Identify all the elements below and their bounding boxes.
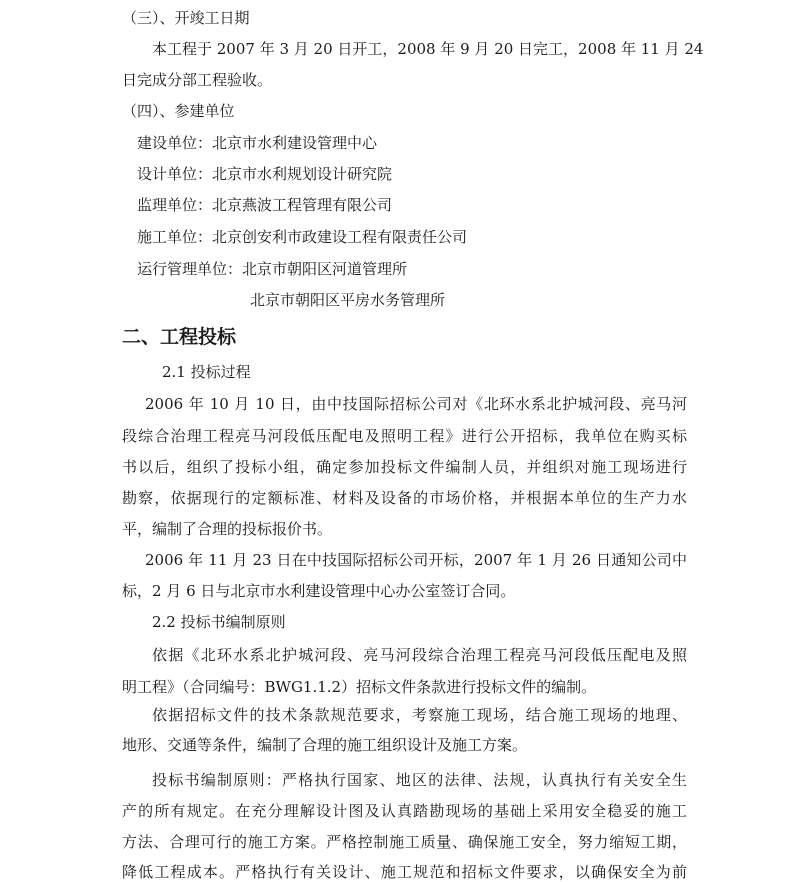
chapter-title: 二、工程投标 <box>122 326 237 348</box>
paragraph-line: 降低工程成本。严格执行有关设计、施工规范和招标文件要求，以确保安全为前 <box>122 863 687 881</box>
paragraph-line: 方法、合理可行的施工方案。严格控制施工质量、确保施工安全，努力缩短工期， <box>122 833 687 851</box>
paragraph-line: 书以后，组织了投标小组，确定参加投标文件编制人员，并组织对施工现场进行 <box>122 458 687 476</box>
subsection-title: 2.1 投标过程 <box>162 363 251 381</box>
paragraph-line: 日完成分部工程验收。 <box>122 71 273 89</box>
paragraph-line: 地形、交通等条件，编制了合理的施工组织设计及施工方案。 <box>122 736 528 754</box>
unit-line-supervision: 监理单位：北京燕波工程管理有限公司 <box>137 196 393 214</box>
paragraph-line: 2006 年 10 月 10 日，由中技国际招标公司对《北环水系北护城河段、亮马河 <box>145 395 687 413</box>
subsection-title: 2.2 投标书编制原则 <box>152 613 286 631</box>
unit-line-design: 设计单位：北京市水利规划设计研究院 <box>137 165 393 183</box>
paragraph-line: 依据《北环水系北护城河段、亮马河段综合治理工程亮马河段低压配电及照 <box>152 646 687 664</box>
section-heading-dates: （三）、开竣工日期 <box>122 9 250 27</box>
paragraph-line: 明工程》（合同编号：BWG1.1.2）招标文件条款进行投标文件的编制。 <box>122 678 597 696</box>
unit-line-operation-2: 北京市朝阳区平房水务管理所 <box>250 291 446 309</box>
paragraph-line: 平，编制了合理的投标报价书。 <box>122 520 333 538</box>
paragraph-line: 2006 年 11 月 23 日在中技国际招标公司开标，2007 年 1 月 26 日通知公司中 <box>145 551 687 569</box>
unit-line-operation: 运行管理单位：北京市朝阳区河道管理所 <box>137 260 408 278</box>
paragraph-line: 产的所有规定。在充分理解设计图及认真踏勘现场的基础上采用安全稳妥的施工 <box>122 802 687 820</box>
unit-line-contractor: 施工单位：北京创安利市政建设工程有限责任公司 <box>137 228 468 246</box>
paragraph-line: 段综合治理工程亮马河段低压配电及照明工程》进行公开招标，我单位在购买标 <box>122 427 687 445</box>
paragraph-line: 依据招标文件的技术条款规范要求，考察施工现场，结合施工现场的地理、 <box>152 706 687 724</box>
section-heading-units: （四）、参建单位 <box>122 102 235 120</box>
paragraph-line: 本工程于 2007 年 3 月 20 日开工，2008 年 9 月 20 日完工，2008 年 11 月 24 <box>152 40 704 58</box>
unit-line-construction: 建设单位：北京市水利建设管理中心 <box>137 134 378 152</box>
paragraph-line: 投标书编制原则：严格执行国家、地区的法律、法规，认真执行有关安全生 <box>152 771 687 789</box>
paragraph-line: 标，2 月 6 日与北京市水利建设管理中心办公室签订合同。 <box>122 582 516 600</box>
paragraph-line: 勘察，依据现行的定额标准、材料及设备的市场价格，并根据本单位的生产力水 <box>122 489 687 507</box>
